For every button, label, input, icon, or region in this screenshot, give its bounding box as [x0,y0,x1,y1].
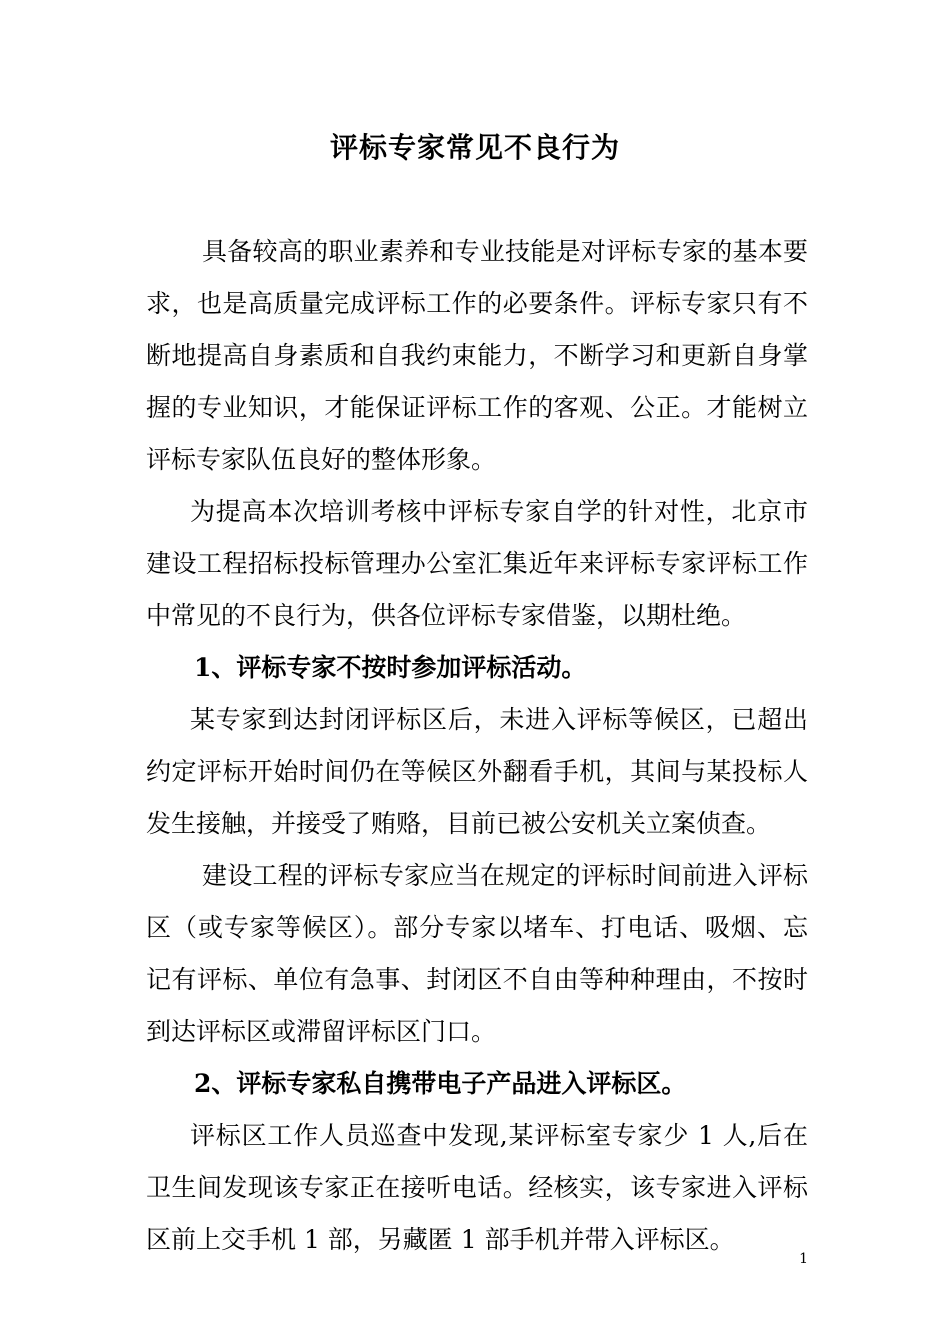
section-heading-1: 1、评标专家不按时参加评标活动。 [194,653,587,682]
page-number: 1 [799,1251,808,1267]
paragraph-intro: 具备较高的职业素养和专业技能是对评标专家的基本要求，也是高质量完成评标工作的必要条件。评标专家只有不断地提高自身素质和自我约束能力，不断学习和更新自身掌握的专业知识，才能保证评标工作的客观、公正。才能树立评标专家队伍良好的整体形象。 [146,237,808,474]
paragraph-purpose: 为提高本次培训考核中评标专家自学的针对性，北京市建设工程招标投标管理办公室汇集近年来评标专家评标工作中常见的不良行为，供各位评标专家借鉴，以期杜绝。 [146,497,808,630]
paragraph-case-2: 评标区工作人员巡查中发现,某评标室专家少 1 人,后在卫生间发现该专家正在接听电话。经核实，该专家进入评标区前上交手机 1 部，另藏匿 1 部手机并带入评标区。 [146,1121,808,1254]
paragraph-case-1: 某专家到达封闭评标区后，未进入评标等候区，已超出约定评标开始时间仍在等候区外翻看手机，其间与某投标人发生接触，并接受了贿赂，目前已被公安机关立案侦查。 [146,705,808,838]
document-body [146,226,808,1266]
paragraph-rule-1: 建设工程的评标专家应当在规定的评标时间前进入评标区（或专家等候区）。部分专家以堵车、打电话、吸烟、忘记有评标、单位有急事、封闭区不自由等种种理由，不按时到达评标区或滞留评标区门口。 [146,861,808,1046]
document-title: 评标专家常见不良行为 [329,131,620,164]
section-heading-2: 2、评标专家私自携带电子产品进入评标区。 [194,1069,687,1098]
